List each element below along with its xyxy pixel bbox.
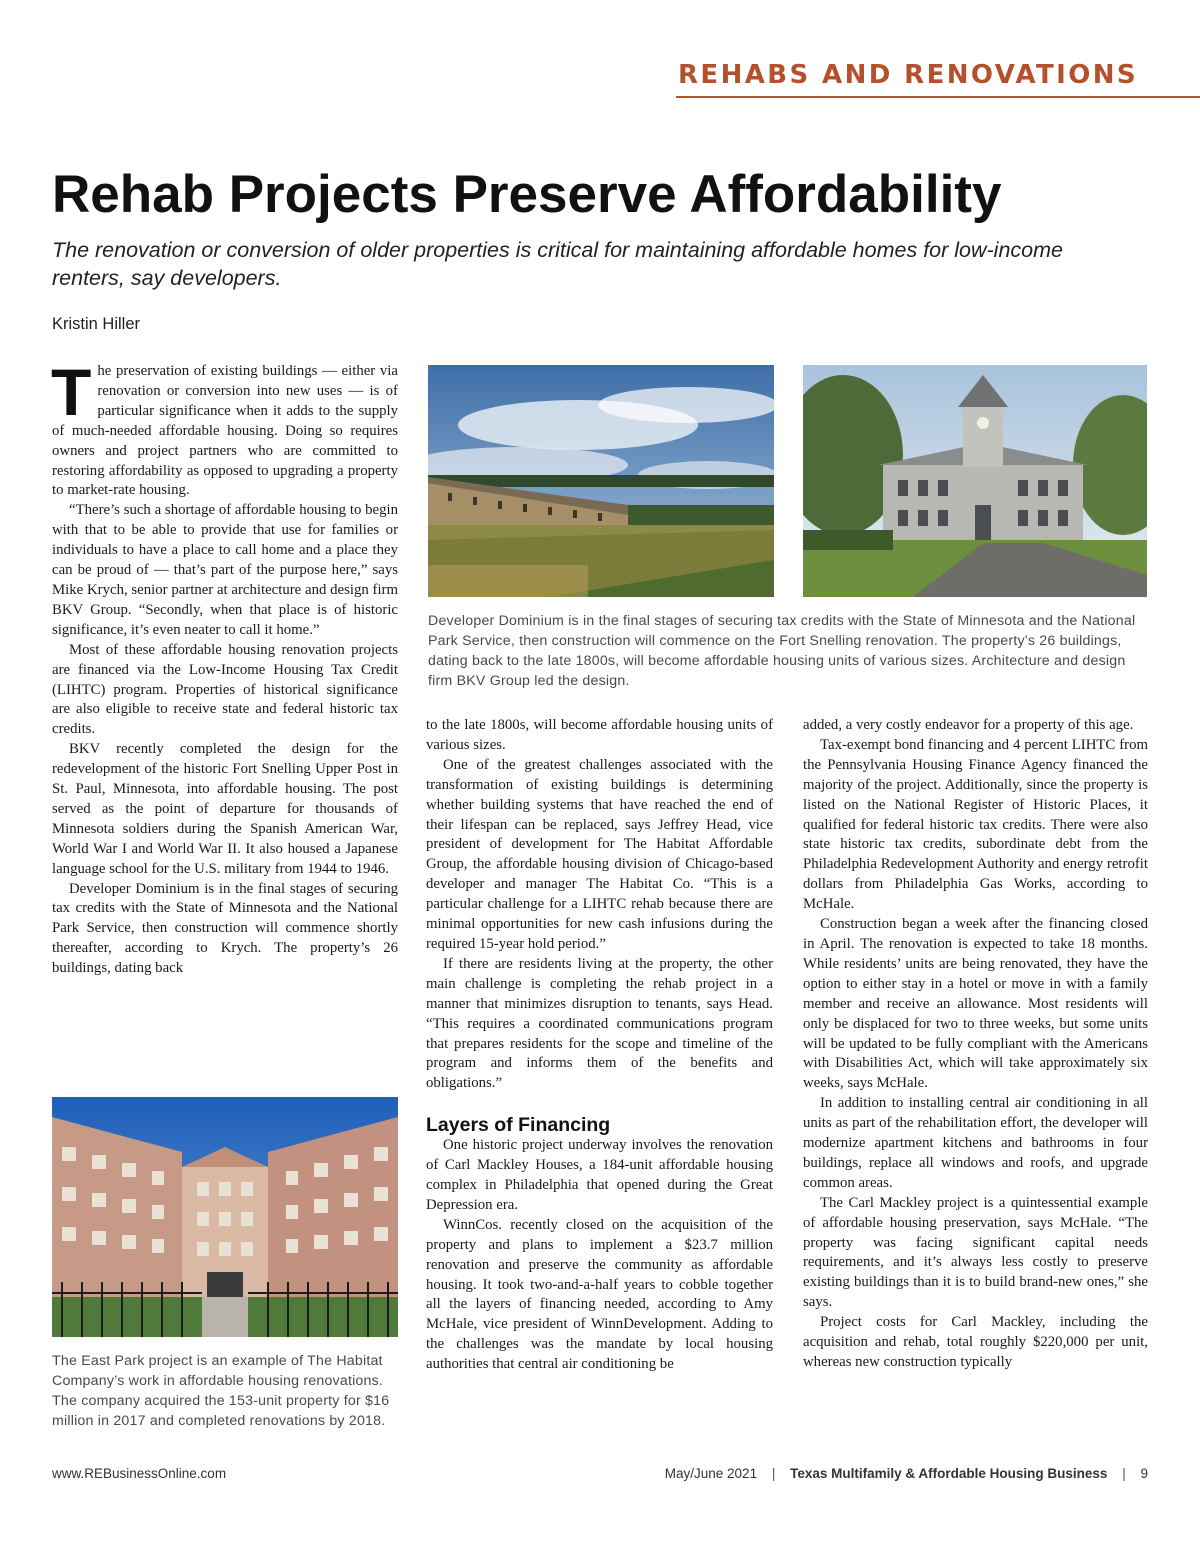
byline: Kristin Hiller [52,315,141,333]
paragraph: Developer Dominium is in the final stages of securing tax credits with the State of Minnesota and the National Park Service, then construction will commence shortly thereafter, according to Krych. The property’s 26 buildings, dating back [52,880,398,977]
paragraph: Tax-exempt bond financing and 4 percent LIHTC from the Pennsylvania Housing Finance Agency financed the majority of the project. Additionally, since the property is listed on the National Register of Historic Places, it qualified for federal historic tax credits. There were also state historic tax credits, subordinate debt from the Philadelphia Redevelopment Authority and energy retrofit dollars from Philadelphia Gas Works, according to McHale. [803,736,1148,913]
paragraph: Project costs for Carl Mackley, including the acquisition and rehab, total roughly $220,000 per unit, whereas new construction typically [803,1314,1148,1370]
page-footer [52,1466,1148,1486]
paragraph: added, a very costly endeavor for a property of this age. [803,717,1134,733]
footer-separator: | [771,1466,776,1481]
section-label: REHABS AND RENOVATIONS [678,60,1138,90]
fort-snelling-barracks-photo [428,365,774,597]
article-column-2 [426,716,773,1375]
paragraph: to the late 1800s, will become affordable housing units of various sizes. [426,717,773,753]
section-tag [676,60,1200,98]
deck: The renovation or conversion of older properties is critical for maintaining affordable homes for low-income renters, say developers. [52,238,1063,290]
paragraph: Most of these affordable housing renovation projects are financed via the Low-Income Housing Tax Credit (LIHTC) program. Properties of historical significance are also eligible to receive state and federal historic tax credits. [52,641,398,738]
paragraph: One historic project underway involves the renovation of Carl Mackley Houses, a 184-unit affordable housing complex in Philadelphia that opened during the Great Depression era. [426,1137,773,1213]
drop-cap: T [51,355,92,429]
footer-date: May/June 2021 [664,1466,758,1481]
subhead-layers-of-financing: Layers of Financing [426,1114,611,1137]
paragraph: In addition to installing central air conditioning in all units as part of the rehabilitation effort, the developer will modernize apartment kitchens and bathrooms in four buildings, replace all windows and roofs, and upgrade common areas. [803,1095,1148,1191]
article-column-3 [803,716,1148,1373]
page-number: 9 [1140,1466,1148,1481]
footer-info [665,1466,1148,1481]
paragraph: The Carl Mackley project is a quintessential example of affordable housing preservation, says McHale. “The property was facing significant capital needs requirements, and it’s always less costly to preserve existing buildings than it is to build brand-new ones,” she says. [803,1194,1148,1311]
headline: Rehab Projects Preserve Affordability [52,165,1002,224]
paragraph: BKV recently completed the design for the redevelopment of the historic Fort Snelling Upper Post in St. Paul, Minnesota, into affordable housing. The post served as the point of departure for thousands of Minnesota soldiers during the Spanish American War, World War I and World War II. It also housed a Japanese language school for the U.S. military from 1944 to 1946. [52,741,398,877]
footer-publication: Texas Multifamily & Affordable Housing Business [790,1466,1108,1481]
fort-snelling-historic-building-photo [803,365,1147,597]
caption-east-park: The East Park project is an example of The Habitat Company’s work in affordable housing renovations. The company acquired the 153-unit property for $16 million in 2017 and completed renovations by 2018. [52,1353,390,1429]
footer-separator: | [1122,1466,1126,1481]
footer-url[interactable]: www.REBusinessOnline.com [52,1466,227,1481]
paragraph: If there are residents living at the property, the other main challenge is completing the rehab project in a manner that minimizes disruption to tenants, says Head. “This requires a coordinated communications program that prepares residents for the scope and timeline of the program and informs them of the benefits and obligations.” [426,955,773,1092]
caption-fort-snelling: Developer Dominium is in the final stages of securing tax credits with the State of Minnesota and the National Park Service, then construction will commence on the Fort Snelling renovation. The property’s 26 buildings, dating back to the late 1800s, will become affordable housing units of various sizes. Architecture and design firm BKV Group led the design. [428,613,1136,689]
paragraph: One of the greatest challenges associated with the transformation of existing buildings is determining whether building systems that have reached the end of their lifespan can be replaced, says Jeffrey Head, vice president of development for The Habitat Affordable Group, the affordable housing division of Chicago-based developer and manager The Habitat Co. “This is a particular challenge for a LIHTC rehab because there are minimal opportunities for new cash infusions during the required 15-year hold period.” [426,756,773,952]
east-park-apartments-photo [52,1097,398,1337]
paragraph: WinnCos. recently closed on the acquisition of the property and plans to implement a $23.7 million renovation and preserve the community as affordable housing. It took two-and-a-half years to cobble together all the layers of financing needed, according to Amy McHale, vice president of WinnDevelopment. Adding to the challenges was the mandate by local housing authorities that central air conditioning be [426,1216,773,1373]
paragraph: Construction began a week after the financing closed in April. The renovation is expected to take 18 months. While residents’ units are being renovated, they have the option to either stay in a hotel or move in with a family member and receive an allowance. Most residents will only be displaced for two to three weeks, but some units will be updated to be fully compliant with the Americans with Disabilities Act, which will take approximately six weeks, says McHale. [803,916,1148,1092]
paragraph: The preservation of existing buildings — either via renovation or conversion into new uses — is of particular significance when it adds to the supply of much-needed affordable housing. Doing so requires owners and project partners who are committed to restoring affordability as opposed to upgrading a property to market-rate housing. [51,355,398,499]
article-column-1 [51,355,398,979]
paragraph: “There’s such a shortage of affordable housing to begin with that to be able to provide that use for families or individuals to have a place to call home and a place they can be proud of — that’s part of the purpose here,” says Mike Krych, senior partner at architecture and design firm BKV Group. “Secondly, when that place is of historic significance, it’s even neater to call it home.” [52,502,398,638]
